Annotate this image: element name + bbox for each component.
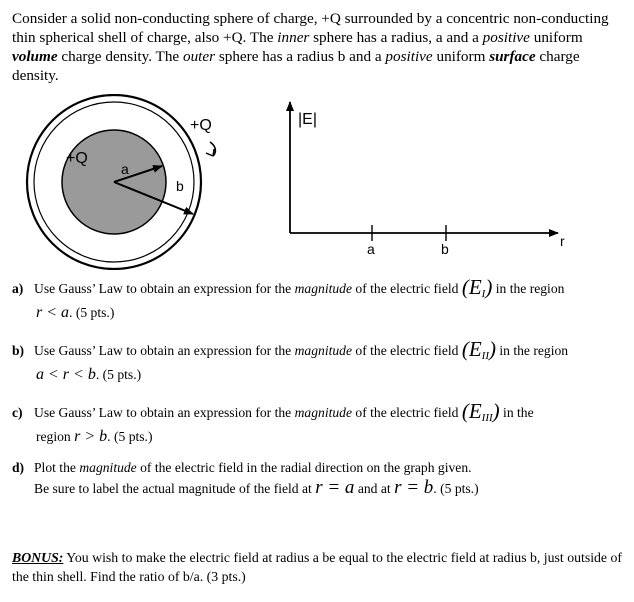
intro-text: sphere has a radius b and a <box>215 48 386 65</box>
question-text: Be sure to label the actual magnitude of the field at <box>34 481 316 496</box>
field-subscript: II <box>481 350 489 362</box>
question-text: Plot the <box>34 460 80 475</box>
figure <box>0 94 634 270</box>
question-text: and at <box>354 481 395 496</box>
question-c <box>12 400 628 447</box>
radius-b-label: b <box>176 178 184 194</box>
question-points: . (5 pts.) <box>433 481 479 496</box>
region-expression: r < a <box>36 304 70 321</box>
question-text: of the electric field in the radial direction on the graph given. <box>136 460 472 475</box>
intro-text: uniform <box>432 48 490 65</box>
question-points: . (5 pts.) <box>69 305 115 320</box>
question-emphasis: magnitude <box>294 281 352 296</box>
bonus-text: You wish to make the electric field at radius a be equal to the electric field at radius b, just outside of the thin shell. Find the ratio of b/a. (3 pts.) <box>12 550 622 584</box>
outer-charge-pointer-head <box>206 149 214 156</box>
tick-a-label: a <box>367 241 375 257</box>
question-b <box>12 338 628 385</box>
radius-a-label: a <box>121 161 129 177</box>
bonus-question <box>12 548 628 586</box>
tick-b-label: b <box>441 241 449 257</box>
question-points: . (5 pts.) <box>95 367 142 382</box>
intro-emphasis-inner: inner <box>277 29 310 46</box>
field-symbol: $(E_I)$ <box>461 275 493 300</box>
question-label: a) <box>12 281 24 296</box>
outer-charge-label: +Q <box>190 117 212 134</box>
question-a <box>12 276 628 323</box>
field-letter: E <box>468 399 482 423</box>
question-text: in the region <box>495 343 569 358</box>
question-points: . (5 pts.) <box>107 429 153 444</box>
field-subscript: III <box>481 412 493 424</box>
intro-text: uniform <box>529 29 583 46</box>
graph-x-label: r <box>560 233 565 249</box>
question-text: region <box>36 429 75 444</box>
field-symbol: $(E_{III})$ <box>461 399 500 424</box>
question-label: d) <box>12 460 25 475</box>
question-label: b) <box>12 343 25 358</box>
question-text: of the electric field <box>352 281 462 296</box>
region-expression: r > b <box>74 428 108 445</box>
field-subscript: I <box>481 288 486 300</box>
question-emphasis: magnitude <box>294 343 352 358</box>
intro-emphasis-volume: volume <box>12 48 58 65</box>
equation-r-a: r = a <box>315 477 355 498</box>
question-text: Use Gauss’ Law to obtain an expression for the <box>34 343 295 358</box>
question-d <box>12 458 628 499</box>
graph-y-label: |E| <box>298 111 317 128</box>
equation-r-b: r = b <box>394 477 434 498</box>
question-text: in the <box>499 405 534 420</box>
bonus-label: BONUS: <box>12 550 64 565</box>
question-text: Use Gauss’ Law to obtain an expression for the <box>34 281 295 296</box>
problem-statement <box>12 9 628 85</box>
question-label: c) <box>12 405 23 420</box>
question-text: of the electric field <box>352 405 462 420</box>
intro-text: sphere has a radius, a and a <box>309 29 483 46</box>
intro-emphasis-positive: positive <box>385 48 433 65</box>
intro-text: charge density. <box>12 48 580 84</box>
intro-emphasis-surface: surface <box>489 48 536 65</box>
field-letter: E <box>468 337 482 361</box>
question-text: in the region <box>492 281 565 296</box>
intro-text: Consider a solid non-conducting sphere of charge, +Q surrounded by a concentric non-conducting thin spherical shell of charge, also +Q. The <box>12 10 609 46</box>
intro-emphasis-outer: outer <box>182 48 216 65</box>
field-letter: E <box>468 275 482 299</box>
field-symbol: $(E_{II})$ <box>461 337 496 362</box>
inner-charge-label: +Q <box>66 150 88 167</box>
intro-emphasis-positive: positive <box>482 29 530 46</box>
question-text: Use Gauss’ Law to obtain an expression for the <box>34 405 295 420</box>
question-emphasis: magnitude <box>294 405 352 420</box>
question-text: of the electric field <box>352 343 462 358</box>
region-expression: a < r < b <box>36 366 96 383</box>
sphere-diagram <box>27 95 215 269</box>
e-field-graph <box>290 102 565 257</box>
question-emphasis: magnitude <box>79 460 137 475</box>
intro-text: charge density. The <box>57 48 183 65</box>
